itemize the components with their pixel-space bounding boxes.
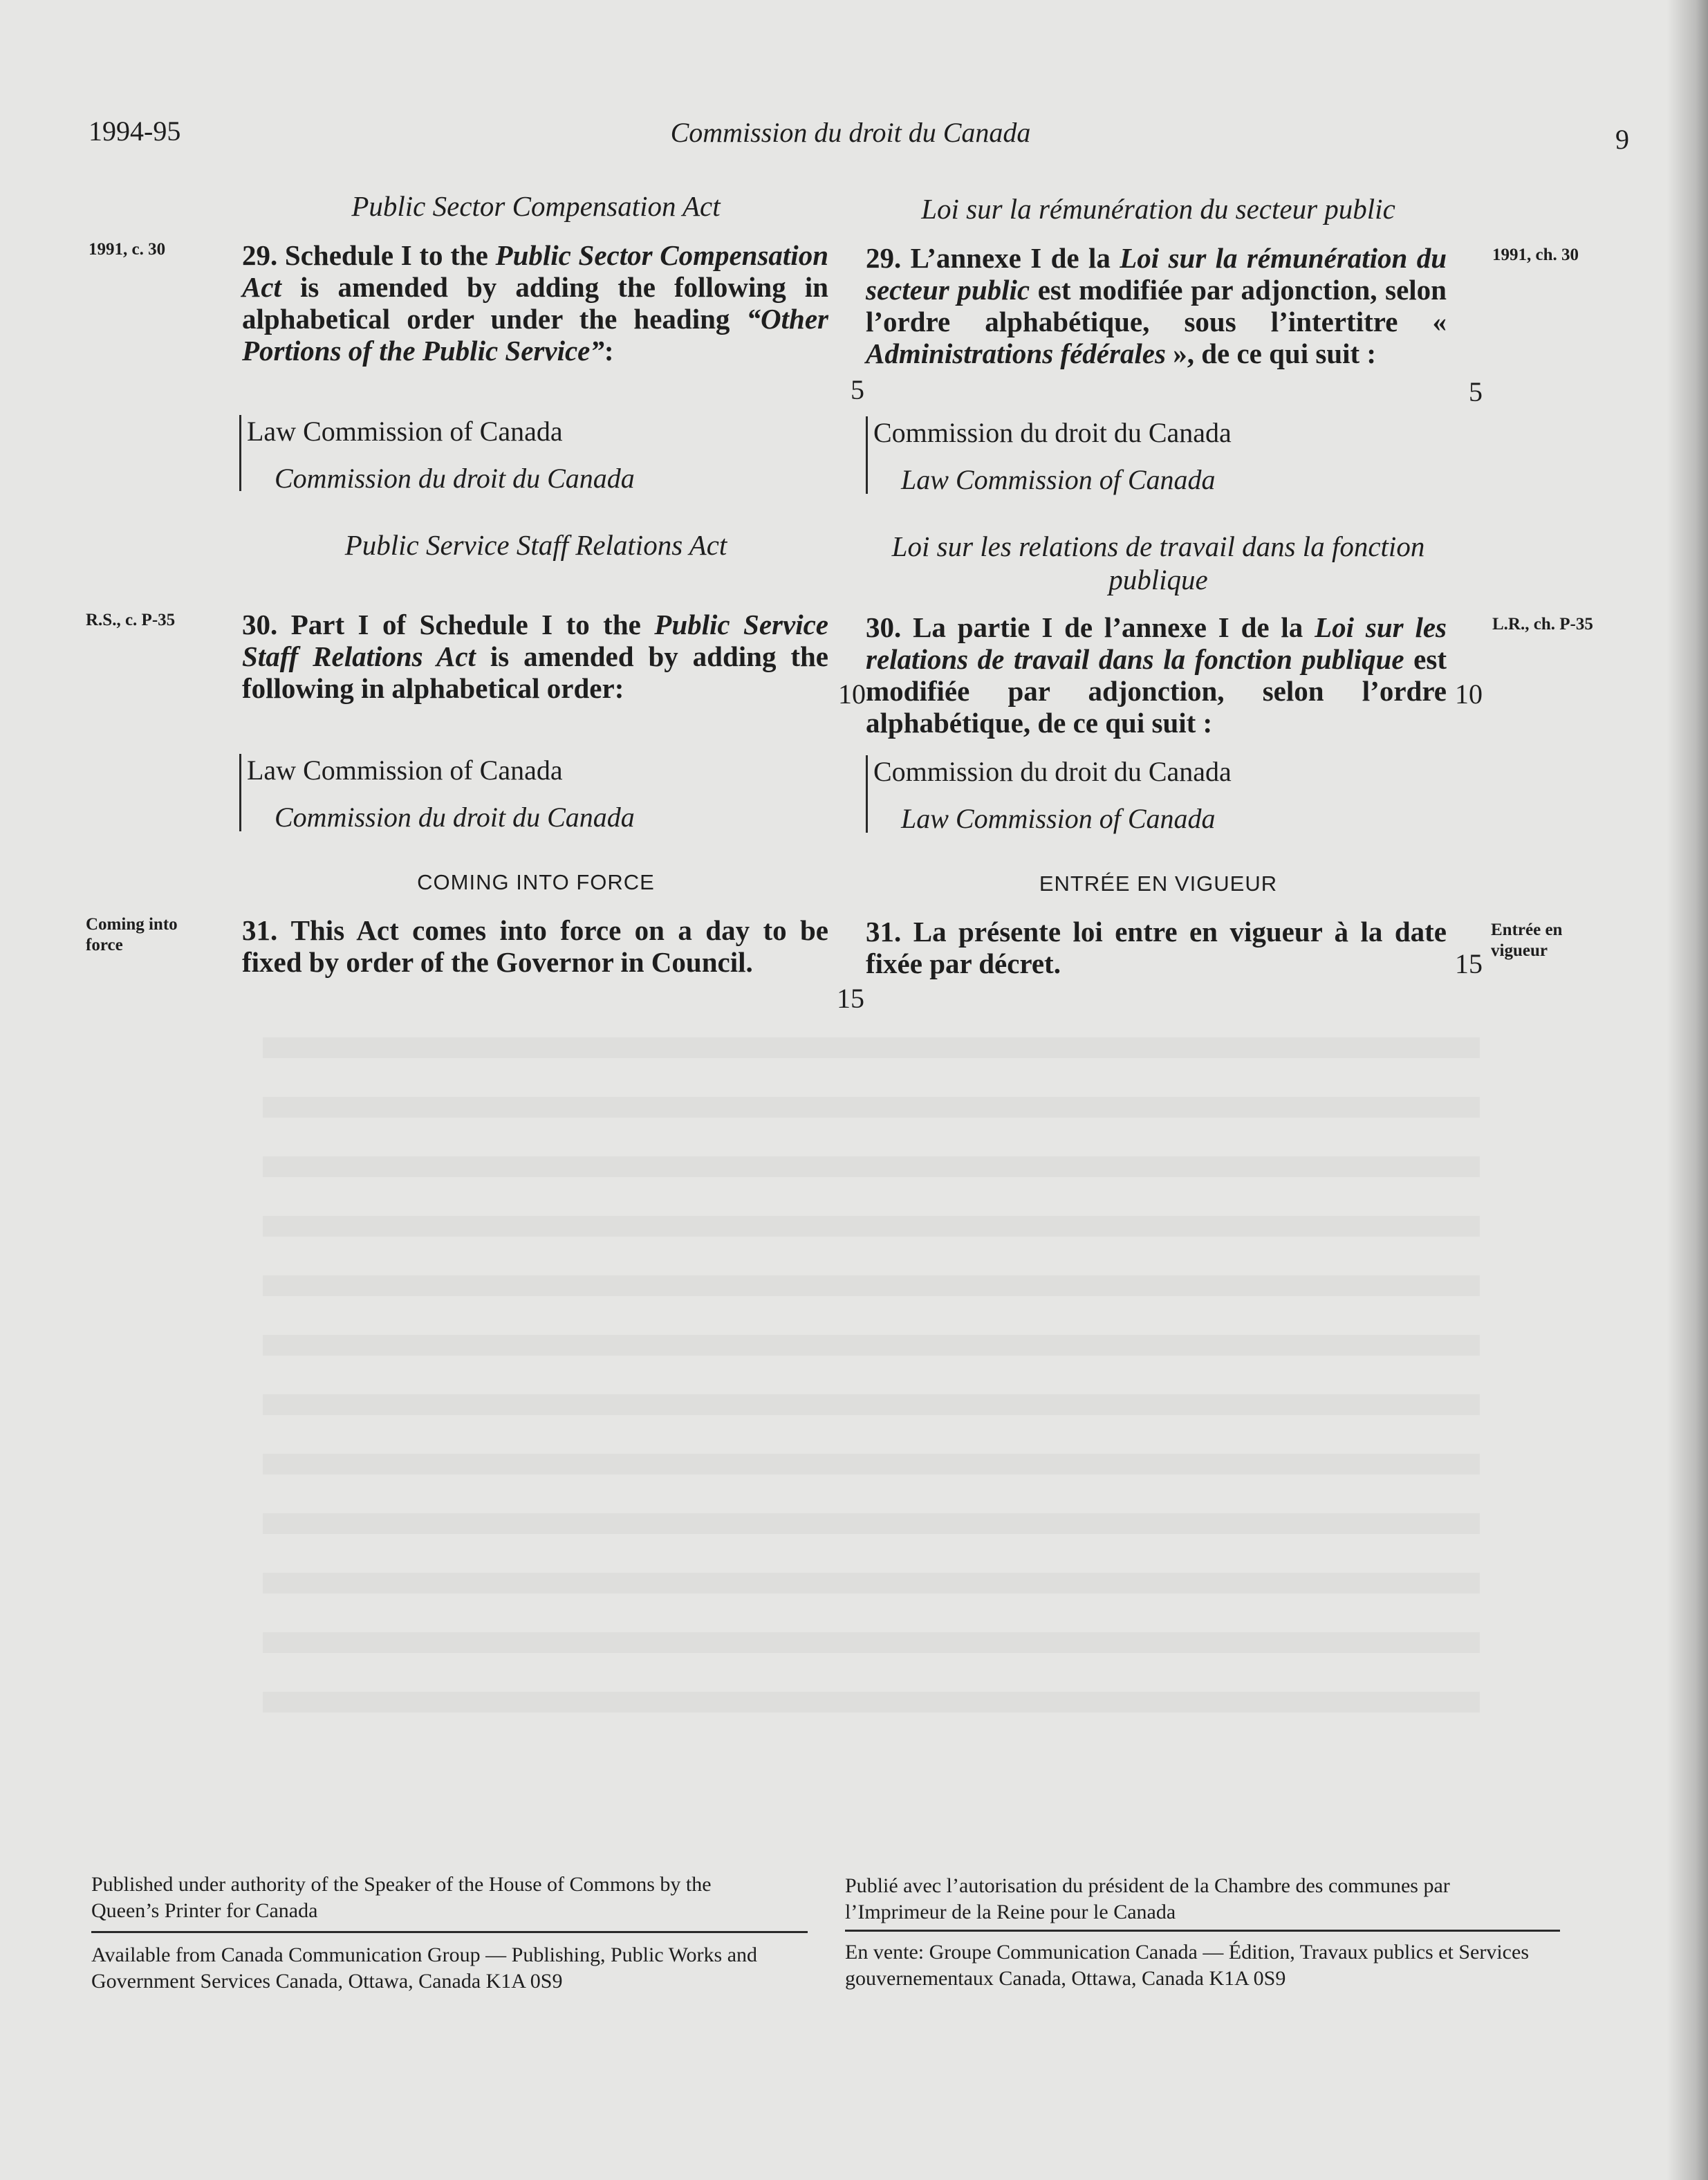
en-sec29-act: Public Sector Compensation Act — [242, 239, 829, 303]
fr-sec30-margin-note: L.R., ch. P-35 — [1492, 615, 1593, 634]
en-sec30-text-a: Part I of Schedule I to the — [290, 609, 655, 640]
en-sec31-margin-line-2: force — [86, 936, 123, 954]
line-number-5-right: 5 — [1469, 376, 1483, 407]
fr-sec30-title: Loi sur les relations de travail dans la fonction publique — [891, 530, 1425, 595]
fr-sec29-number: 29. — [866, 242, 902, 274]
en-footer-rule — [91, 1931, 808, 1933]
fr-sec29-text-a: L’annexe I de la — [910, 242, 1120, 274]
fr-sec30-text-b: est modifiée par adjonction, selon l’ordre alphabétique, de ce qui suit : — [866, 643, 1447, 739]
fr-sec29-heading: Administrations fédérales — [866, 338, 1166, 369]
fr-sec31-margin-line-2: vigueur — [1491, 941, 1548, 960]
en-sec31-number: 31. — [242, 914, 278, 946]
en-sec30-number: 30. — [242, 609, 278, 640]
line-number-10-left: 10 — [838, 678, 866, 710]
fr-sec29-paragraph — [866, 242, 1447, 369]
line-number-15-right: 15 — [1455, 948, 1483, 979]
fr-sec29-entry-1: Commission du droit du Canada — [873, 417, 1232, 448]
fr-coming-into-force-heading: ENTRÉE EN VIGUEUR — [1039, 871, 1278, 896]
en-sec30-text-b: is amended by adding the following in alphabetical order: — [242, 640, 828, 704]
en-sec30-entry-1: Law Commission of Canada — [247, 755, 563, 786]
fr-sec29-margin-note: 1991, ch. 30 — [1492, 246, 1579, 264]
line-number-10-right: 10 — [1455, 678, 1483, 710]
fr-sec30-entry-2: Law Commission of Canada — [901, 803, 1216, 834]
fr-sec29-act: Loi sur la rémunération du secteur public — [866, 242, 1447, 306]
en-sec30-entry-2: Commission du droit du Canada — [275, 802, 635, 833]
en-sec29-text-a: Schedule I to the — [284, 239, 496, 271]
line-number-15-left: 15 — [837, 983, 864, 1014]
en-sec31-margin-note — [86, 914, 178, 956]
en-sec30-title: Public Service Staff Relations Act — [344, 529, 727, 561]
fr-sec30-text-a: La partie I de l’annexe I de la — [913, 611, 1315, 643]
fr-sec30-schedule-entry — [866, 755, 1232, 833]
header-year: 1994-95 — [89, 116, 181, 147]
en-sec30-paragraph — [242, 609, 828, 704]
header-title: Commission du droit du Canada — [670, 117, 1031, 148]
fr-sec31-margin-line-1: Entrée en — [1491, 921, 1563, 939]
page-number: 9 — [1615, 124, 1629, 155]
en-sec30-margin-note: R.S., c. P-35 — [86, 611, 176, 629]
fr-sec31-number: 31. — [866, 916, 902, 948]
fr-sec30-paragraph — [866, 611, 1447, 739]
en-sec29-schedule-entry — [239, 415, 635, 494]
fr-sec29-text-c: », de ce qui suit : — [1165, 338, 1377, 369]
en-sec29-margin-note: 1991, c. 30 — [89, 240, 166, 259]
fr-sec29-schedule-entry — [866, 416, 1232, 494]
en-sec29-number: 29. — [242, 239, 278, 271]
en-sec29-text-c: : — [604, 335, 614, 367]
en-footer-published: Published under authority of the Speaker of the House of Commons by the Queen’s Printer for Canada — [91, 1873, 712, 1922]
fr-footer-available: En vente: Groupe Communication Canada — Édition, Travaux publics et Services gouvernementaux Canada, Ottawa, Canada K1A 0S9 — [845, 1941, 1529, 1990]
fr-sec29-entry-2: Law Commission of Canada — [901, 464, 1216, 495]
fr-sec31-text: La présente loi entre en vigueur à la date fixée par décret. — [866, 916, 1447, 979]
fr-footer-rule — [845, 1930, 1560, 1932]
en-sec31-text: This Act comes into force on a day to be fixed by order of the Governor in Council. — [242, 914, 829, 978]
fr-sec30-act: Loi sur les relations de travail dans la fonction publique — [866, 611, 1447, 675]
fr-sec30-number: 30. — [866, 611, 902, 643]
en-sec29-paragraph — [242, 239, 828, 367]
en-sec29-title: Public Sector Compensation Act — [351, 190, 721, 222]
fr-sec31-margin-note — [1491, 920, 1562, 961]
en-sec29-text-b: is amended by adding the following in alphabetical order under the heading — [242, 271, 828, 335]
en-sec29-entry-2: Commission du droit du Canada — [275, 463, 635, 494]
line-number-5-left: 5 — [851, 374, 864, 405]
en-coming-into-force-heading: COMING INTO FORCE — [417, 870, 655, 894]
fr-footer-published: Publié avec l’autorisation du président de la Chambre des communes par l’Imprimeur de la Reine pour le Canada — [845, 1874, 1450, 1923]
en-sec30-act: Public Service Staff Relations Act — [242, 609, 828, 672]
fr-sec29-title: Loi sur la rémunération du secteur public — [921, 193, 1395, 225]
en-sec31-paragraph — [242, 914, 828, 978]
en-sec30-schedule-entry — [239, 754, 635, 831]
fr-sec29-text-b: est modifiée par adjonction, selon l’ordre alphabétique, sous l’intertitre « — [866, 274, 1447, 338]
page-binding-shadow — [1667, 0, 1708, 2180]
en-sec29-entry-1: Law Commission of Canada — [247, 416, 563, 447]
fr-sec31-paragraph — [866, 916, 1447, 979]
en-sec31-margin-line-1: Coming into — [86, 915, 178, 934]
show-through-texture — [263, 1037, 1480, 1729]
en-sec29-heading: “Other Portions of the Public Service” — [242, 303, 828, 367]
en-footer-available: Available from Canada Communication Group — Publishing, Public Works and Government Services Canada, Ottawa, Canada K1A 0S9 — [91, 1943, 758, 1993]
fr-sec30-entry-1: Commission du droit du Canada — [873, 756, 1232, 787]
